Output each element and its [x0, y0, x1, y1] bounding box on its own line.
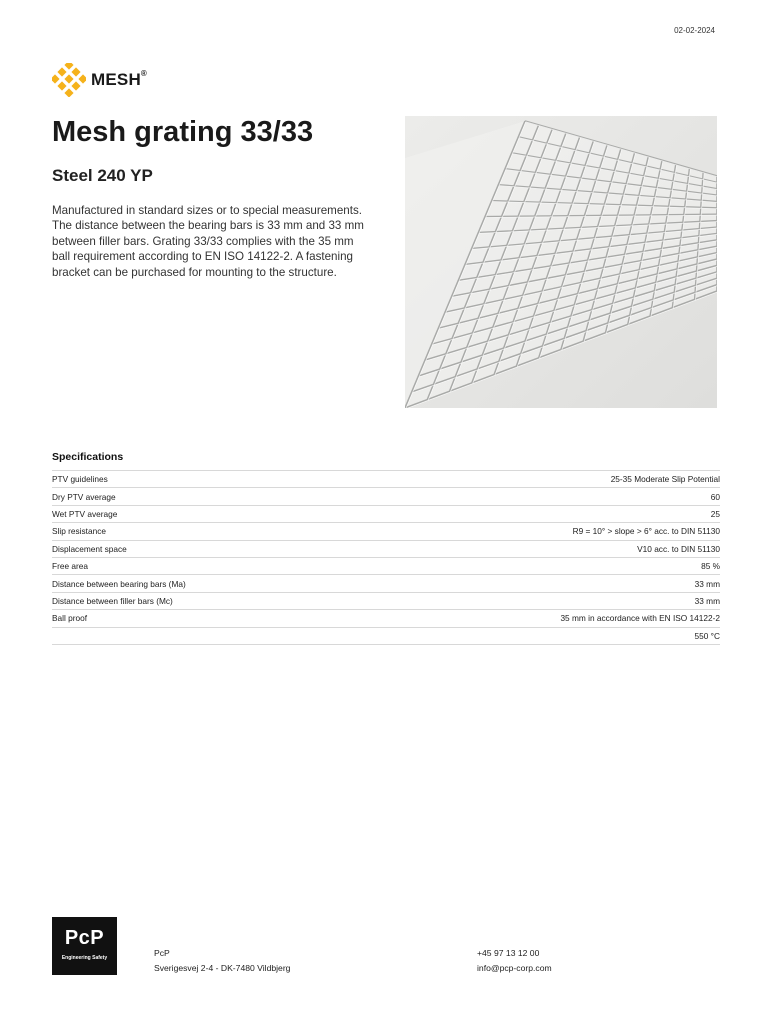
spec-row: [52, 558, 720, 575]
product-subtitle: Steel 240 YP: [52, 166, 153, 185]
mesh-diamond-icon: [52, 63, 86, 97]
pcp-logo-tagline: Engineering Safety: [61, 955, 108, 961]
product-description: Manufactured in standard sizes or to special measurements. The distance between the bearing bars is 33 mm and 33 mm between filler bars. Grating 33/33 complies with the 35 mm ball requirement according to EN ISO 14122-2. A fastening bracket can be purchased for mounting to the structure.: [52, 204, 364, 279]
spec-label: Distance between filler bars (Mc): [52, 595, 173, 606]
spec-row: [52, 593, 720, 610]
spec-label: Free area: [52, 561, 88, 572]
spec-value: 550 °C: [694, 630, 720, 641]
spec-value: R9 = 10° > slope > 6° acc. to DIN 51130: [572, 526, 720, 537]
spec-row: [52, 506, 720, 523]
document-date: 02-02-2024: [674, 26, 715, 35]
spec-value: 33 mm: [694, 595, 720, 606]
grating-image-icon: [405, 116, 717, 408]
spec-row: [52, 541, 720, 558]
spec-value: 60: [710, 491, 720, 502]
mesh-logo: [52, 63, 147, 97]
spec-label: Ball proof: [52, 613, 88, 624]
spec-label: Displacement space: [52, 543, 127, 554]
spec-label: Slip resistance: [52, 526, 106, 537]
spec-value: 25-35 Moderate Slip Potential: [610, 474, 720, 485]
spec-value: 85 %: [701, 561, 720, 572]
spec-row: [52, 523, 720, 540]
spec-label: Distance between bearing bars (Ma): [52, 578, 186, 589]
spec-value: 35 mm in accordance with EN ISO 14122-2: [560, 613, 720, 624]
footer-phone[interactable]: +45 97 13 12 00: [477, 948, 540, 958]
spec-value: 25: [710, 508, 720, 519]
page-title: Mesh grating 33/33: [52, 116, 314, 148]
brand-wordmark: MESH®: [91, 69, 148, 89]
spec-row: [52, 471, 720, 488]
spec-label: PTV guidelines: [52, 474, 108, 485]
spec-value: V10 acc. to DIN 51130: [637, 543, 720, 554]
footer-company-info: [154, 946, 290, 976]
product-photo: [405, 116, 717, 408]
footer-contact-info: [477, 946, 552, 976]
footer-email[interactable]: info@pcp-corp.com: [477, 963, 552, 973]
spec-row: [52, 575, 720, 592]
spec-row: [52, 610, 720, 627]
specifications-heading: Specifications: [52, 451, 124, 463]
spec-row: [52, 488, 720, 505]
pcp-logo: [52, 917, 117, 975]
pcp-logo-text: PcP: [64, 927, 105, 949]
spec-value: 33 mm: [694, 578, 720, 589]
specifications-table: [52, 470, 720, 645]
footer-company: PcP: [154, 948, 170, 958]
spec-row: [52, 628, 720, 645]
spec-label: Wet PTV average: [52, 508, 118, 519]
footer-address: Sverigesvej 2-4 - DK-7480 Vildbjerg: [154, 963, 291, 973]
spec-label: Dry PTV average: [52, 491, 116, 502]
